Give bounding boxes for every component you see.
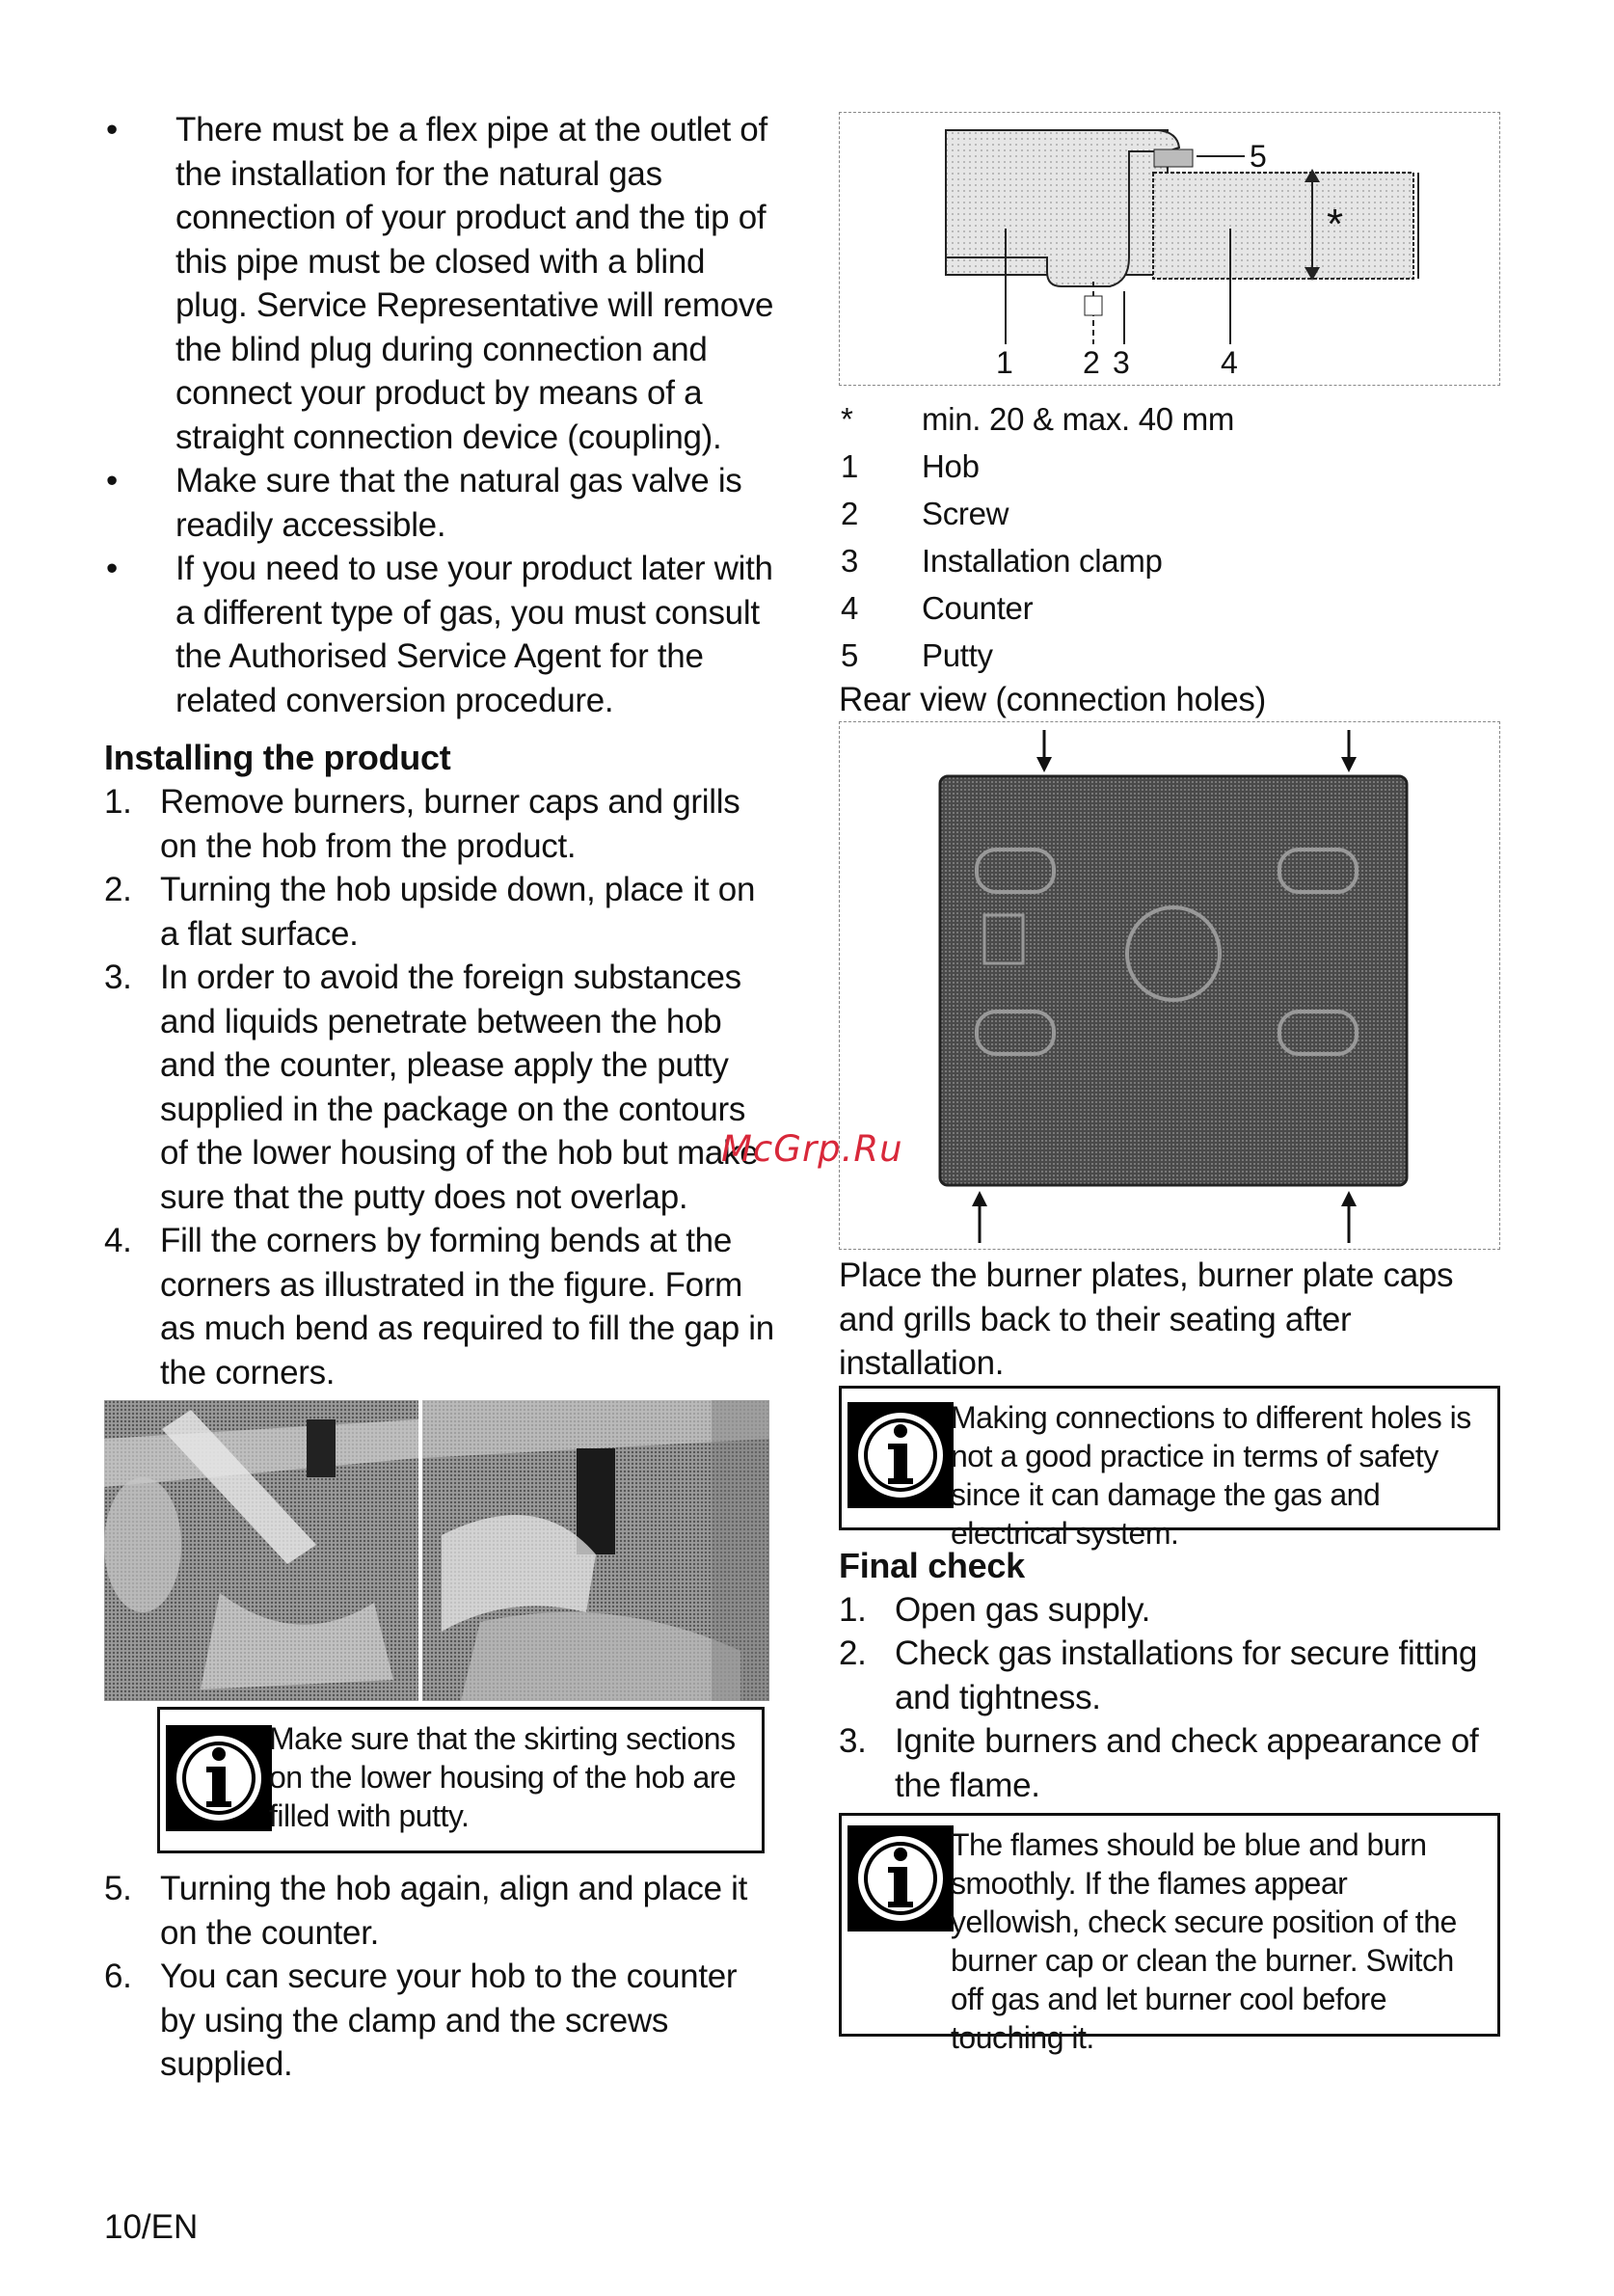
legend-key: 2 xyxy=(841,496,859,531)
diagram-label-2: 2 xyxy=(1083,345,1100,380)
diagram-label-star: * xyxy=(1327,201,1343,248)
diagram-label-1: 1 xyxy=(996,345,1013,380)
legend-row xyxy=(839,584,1504,632)
legend-row xyxy=(839,395,1504,443)
gas-connection-bullets xyxy=(104,108,779,722)
legend-key: 5 xyxy=(841,637,859,673)
step-item xyxy=(104,956,779,1219)
note-flame xyxy=(839,1813,1500,2055)
left-column xyxy=(104,108,779,2087)
right-column xyxy=(839,108,1504,2055)
legend-row xyxy=(839,443,1504,490)
step-item xyxy=(104,780,779,868)
step-number: 2. xyxy=(839,1634,867,1672)
installing-heading: Installing the product xyxy=(104,738,451,777)
legend-row xyxy=(839,537,1504,584)
step-number: 1. xyxy=(104,783,132,821)
legend-key: 3 xyxy=(841,543,859,579)
info-icon xyxy=(166,1725,272,1831)
step-item xyxy=(839,1719,1504,1807)
step-text: Turning the hob again, align and place it on the counter. xyxy=(160,1870,748,1952)
page-number: 10/EN xyxy=(104,2208,199,2246)
diagram-label-4: 4 xyxy=(1221,345,1238,380)
final-check-heading: Final check xyxy=(839,1545,1025,1585)
step-number: 3. xyxy=(104,959,132,996)
legend-row xyxy=(839,490,1504,537)
diagram-label-5: 5 xyxy=(1250,139,1267,174)
bullet-item: • Make sure that the natural gas valve is readily accessible. xyxy=(104,459,779,547)
note-putty xyxy=(157,1707,765,1853)
step-item xyxy=(104,1219,779,1394)
legend-value: Installation clamp xyxy=(922,543,1163,579)
legend-value: Putty xyxy=(922,637,993,673)
step-number: 6. xyxy=(104,1958,132,1995)
step-text: Fill the corners by forming bends at the corners as illustrated in the figure. Form as much bend as required to fill the gap in the corners. xyxy=(160,1222,774,1391)
rear-view-diagram xyxy=(839,721,1500,1250)
note-text: The flames should be blue and burn smoothly. If the flames appear yellowish, check secure position of the burner cap or clean the burner. Switch off gas and let burner cool before touching it. xyxy=(951,1827,1457,2055)
legend-value: Hob xyxy=(922,448,980,484)
install-steps xyxy=(104,780,779,1394)
bullet-item: • If you need to use your product later with a different type of gas, you must consult the Authorised Service Agent for the related conversion procedure. xyxy=(104,547,779,722)
info-icon xyxy=(847,1825,954,1931)
rear-view-title: Rear view (connection holes) xyxy=(839,681,1266,718)
legend-key: * xyxy=(841,401,853,437)
diagram-legend xyxy=(839,395,1504,679)
step-text: You can secure your hob to the counter by using the clamp and the screws supplied. xyxy=(160,1958,738,2083)
step-number: 3. xyxy=(839,1722,867,1760)
watermark: McGrp.Ru xyxy=(721,1128,903,1170)
step-text: Remove burners, burner caps and grills on the hob from the product. xyxy=(160,783,740,865)
step-text: In order to avoid the foreign substances and liquids penetrate between the hob and the counter, please apply the putty supplied in the package on the contours of the lower housing of the hob but make sure that the putty does not overlap. xyxy=(160,959,759,1216)
final-check-steps xyxy=(839,1588,1504,1808)
legend-key: 1 xyxy=(841,448,859,484)
step-number: 4. xyxy=(104,1222,132,1259)
after-install-text: Place the burner plates, burner plate caps and grills back to their seating after installation. xyxy=(839,1256,1454,1382)
step-item xyxy=(104,1867,779,1955)
putty-photo-left xyxy=(104,1400,418,1701)
legend-value: min. 20 & max. 40 mm xyxy=(922,401,1235,437)
step-text: Ignite burners and check appearance of the flame. xyxy=(895,1722,1479,1804)
legend-row xyxy=(839,632,1504,679)
step-item xyxy=(104,1955,779,2087)
putty-corner-photos xyxy=(104,1400,769,1701)
info-icon xyxy=(847,1402,954,1508)
step-text: Check gas installations for secure fitting and tightness. xyxy=(895,1634,1478,1716)
putty-photo-right xyxy=(422,1400,769,1701)
step-number: 2. xyxy=(104,871,132,908)
install-steps-continued xyxy=(104,1867,779,2087)
legend-value: Counter xyxy=(922,590,1034,626)
note-connection-holes xyxy=(839,1386,1500,1551)
step-item xyxy=(839,1588,1504,1633)
installation-cross-section-diagram xyxy=(839,112,1500,386)
bullet-item: • There must be a flex pipe at the outlet of the installation for the natural gas connection of your product and the tip of this pipe must be closed with a blind plug. Service Representative will remove the blind plug during connection and connect your product by means of a straight connection device (coupling). xyxy=(104,108,779,459)
legend-key: 4 xyxy=(841,590,859,626)
note-text: Make sure that the skirting sections on the lower housing of the hob are filled with putty. xyxy=(269,1721,737,1833)
legend-value: Screw xyxy=(922,496,1009,531)
step-text: Turning the hob upside down, place it on a flat surface. xyxy=(160,871,756,953)
step-number: 5. xyxy=(104,1870,132,1907)
step-item xyxy=(104,868,779,956)
note-text: Making connections to different holes is not a good practice in terms of safety since it can damage the gas and electrical system. xyxy=(951,1399,1471,1551)
step-number: 1. xyxy=(839,1590,867,1629)
step-text: Open gas supply. xyxy=(895,1590,1150,1629)
diagram-label-3: 3 xyxy=(1113,345,1130,380)
step-item xyxy=(839,1632,1504,1719)
